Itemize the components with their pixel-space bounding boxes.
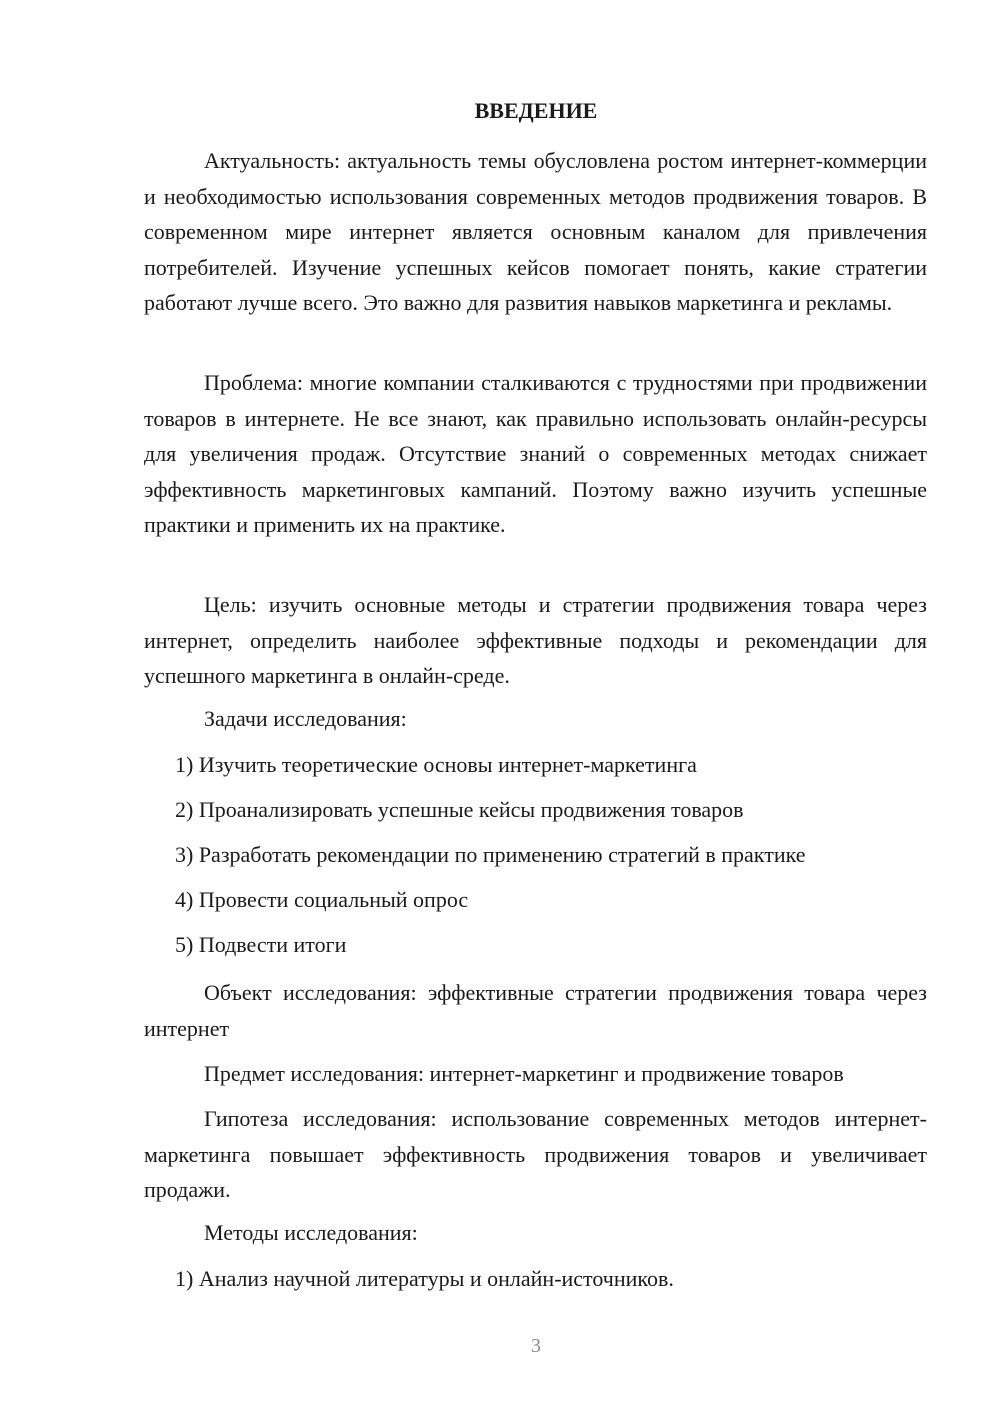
task-item: 5) Подвести итоги — [175, 932, 347, 957]
paragraph-goal: Цель: изучить основные методы и стратегии продвижения товара через интернет, определить наиболее эффективные подходы и рекомендации для успешного маркетинга в онлайн-среде. — [144, 592, 927, 688]
tasks-heading: Задачи исследования: — [204, 706, 407, 731]
methods-heading: Методы исследования: — [204, 1220, 418, 1245]
paragraph-relevance: Актуальность: актуальность темы обусловлена ростом интернет-коммерции и необходимостью использования современных методов продвижения товаров. В современном мире интернет является основным каналом для привлечения потребителей. Изучение успешных кейсов помогает понять, какие стратегии работают лучше всего. Это важно для развития навыков маркетинга и рекламы. — [144, 148, 927, 315]
paragraph-hypothesis: Гипотеза исследования: использование современных методов интернет-маркетинга повышает эффективность продвижения товаров и увеличивает продажи. — [144, 1106, 927, 1202]
task-item: 3) Разработать рекомендации по применению стратегий в практике — [175, 842, 806, 867]
task-item: 2) Проанализировать успешные кейсы продвижения товаров — [175, 797, 744, 822]
task-item: 4) Провести социальный опрос — [175, 887, 469, 912]
method-item: 1) Анализ научной литературы и онлайн-источников. — [175, 1266, 674, 1291]
page-title: ВВЕДЕНИЕ — [474, 98, 598, 123]
paragraph-problem: Проблема: многие компании сталкиваются с трудностями при продвижении товаров в интернете. Не все знают, как правильно использовать онлайн-ресурсы для увеличения продаж. Отсутствие знаний о современных методах снижает эффективность маркетинговых кампаний. Поэтому важно изучить успешные практики и применить их на практике. — [144, 370, 927, 537]
page-number: 3 — [531, 1335, 541, 1357]
paragraph-object: Объект исследования: эффективные стратегии продвижения товара через интернет — [144, 980, 927, 1041]
task-item: 1) Изучить теоретические основы интернет-маркетинга — [175, 752, 697, 777]
paragraph-subject: Предмет исследования: интернет-маркетинг и продвижение товаров — [204, 1061, 844, 1086]
